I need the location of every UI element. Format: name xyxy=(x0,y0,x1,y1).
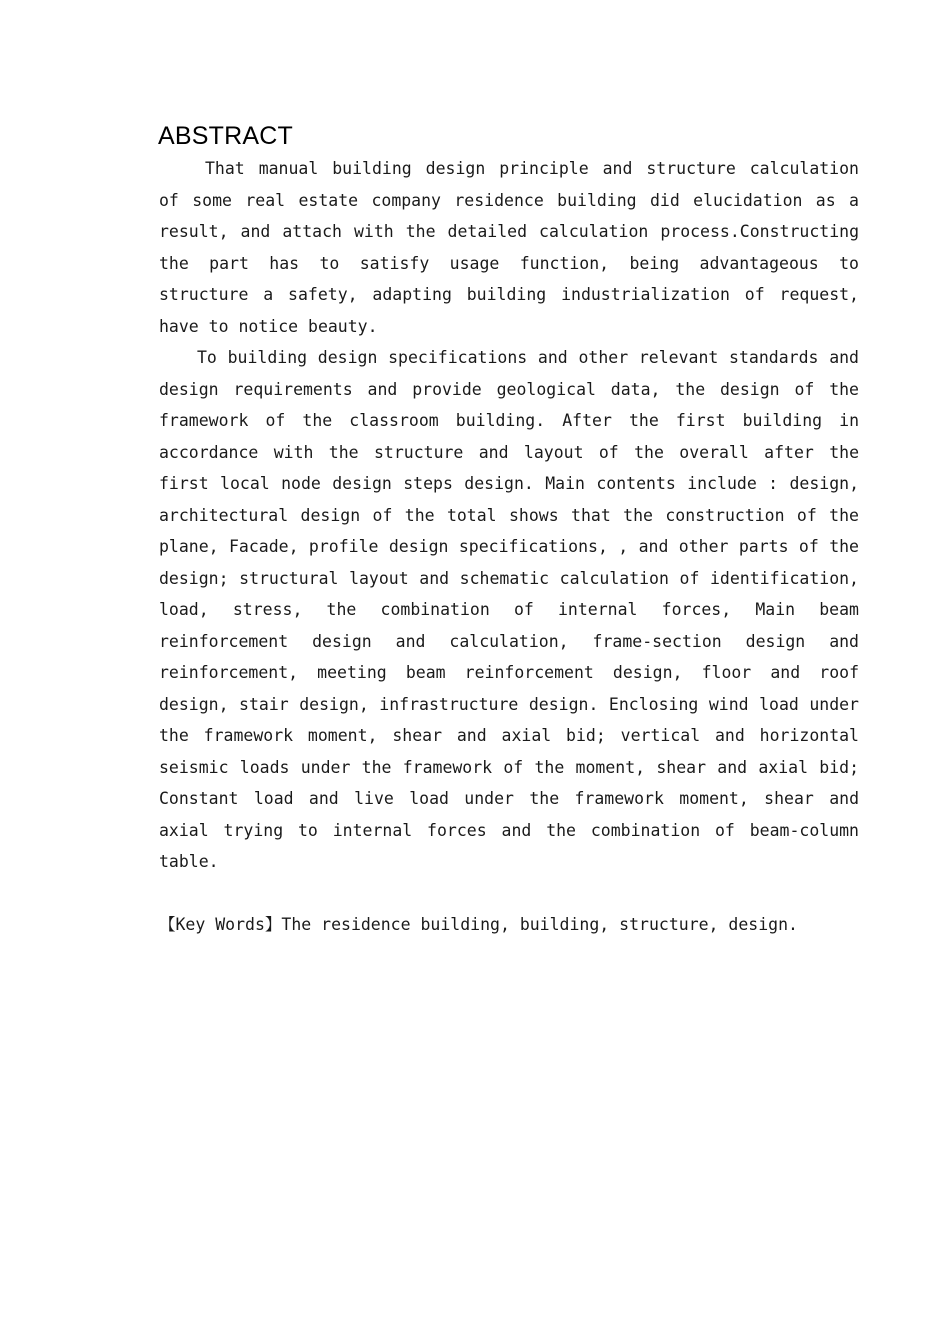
abstract-body xyxy=(159,153,859,941)
abstract-paragraph-1: That manual building design principle and structure calculation of some real estate company residence building did elucidation as a result, and attach with the detailed calculation process.Constructing the part has to satisfy usage function, being advantageous to structure a safety, adapting building industrialization of request, have to notice beauty. xyxy=(159,159,859,336)
abstract-paragraph-2: To building design specifications and other relevant standards and design requirements and provide geological data, the design of the framework of the classroom building. After the first building in accordance with the structure and layout of the overall after the first local node design steps design. Main contents include : design, architectural design of the total shows that the construction of the plane, Facade, profile design specifications, , and other parts of the design; structural layout and schematic calculation of identification, load, stress, the combination of internal forces, Main beam reinforcement design and calculation, frame-section design and reinforcement, meeting beam reinforcement design, floor and roof design, stair design, infrastructure design. Enclosing wind load under the framework moment, shear and axial bid; vertical and horizontal seismic loads under the framework of the moment, shear and axial bid; Constant load and live load under the framework moment, shear and axial trying to internal forces and the combination of beam-column table. xyxy=(159,348,859,871)
keywords-line: 【Key Words】The residence building, building, structure, design. xyxy=(159,915,798,934)
abstract-heading: ABSTRACT xyxy=(158,122,293,150)
